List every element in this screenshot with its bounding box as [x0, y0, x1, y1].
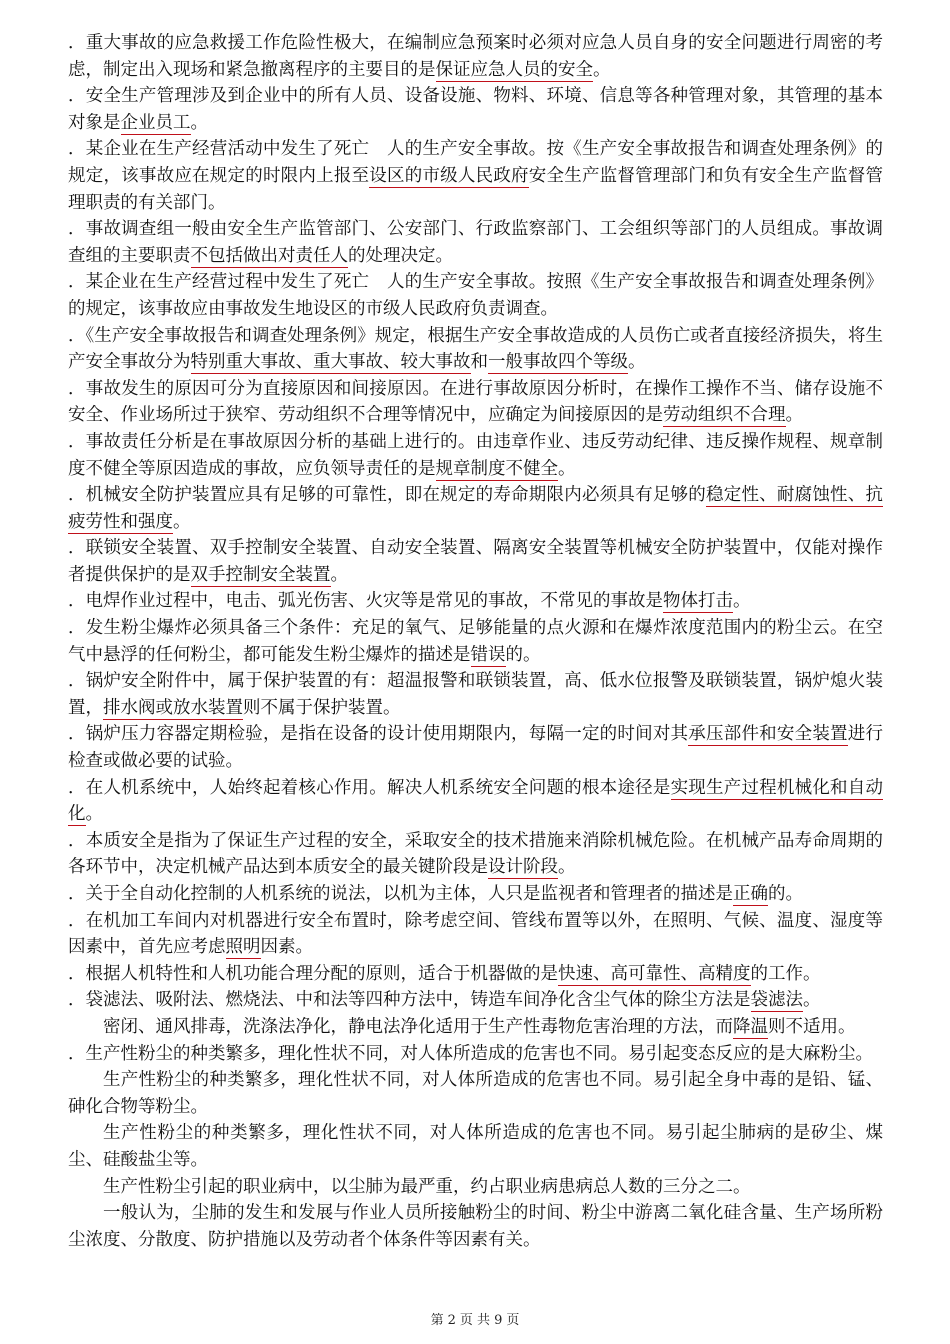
- question-paragraph: [68, 987, 883, 1014]
- underlined-answer: 稳定性、耐腐蚀性、抗疲劳性和强度: [68, 485, 883, 532]
- question-paragraph: [68, 535, 883, 588]
- question-paragraph: [68, 1041, 883, 1068]
- paragraph-text: 。: [190, 112, 208, 133]
- paragraph-text: 生产性粉尘引起的职业病中，以尘肺为最严重，约占职业病患病总人数的三分之二。: [103, 1176, 751, 1197]
- paragraph-text: 因素。: [260, 937, 313, 958]
- document-body: [68, 30, 883, 1300]
- paragraph-text: ．重大事故的应急救援工作危险性极大，在编制应急预案时必须对应急人员自身的安全问题进行周密的考虑，制定出入现场和紧急撤离程序的主要目的是: [68, 33, 883, 80]
- underlined-answer: 物体打击: [663, 591, 733, 612]
- paragraph-text: ．事故发生的原因可分为直接原因和间接原因。在进行事故原因分析时，在操作工操作不当、储存设施不安全、作业场所过于狭窄、劳动组织不合理等情况中，应确定为间接原因的是: [68, 378, 883, 426]
- question-paragraph: [68, 588, 883, 615]
- question-paragraph: [68, 269, 883, 322]
- question-paragraph: [68, 721, 883, 774]
- paragraph-text: 。: [173, 511, 191, 532]
- question-paragraph: [68, 136, 883, 216]
- question-paragraph: [68, 828, 883, 881]
- underlined-answer: 错误: [470, 644, 506, 665]
- paragraph-text: 一般认为，尘肺的发生和发展与作业人员所接触粉尘的时间、粉尘中游离二氧化硅含量、生产场所粉尘浓度、分散度、防护措施以及劳动者个体条件等因素有关。: [68, 1203, 883, 1250]
- paragraph-text: ．在人机系统中，人始终起着核心作用。解决人机系统安全问题的根本途径是: [68, 777, 671, 798]
- paragraph-text: 生产性粉尘的种类繁多，理化性状不同，对人体所造成的危害也不同。易引起全身中毒的是铅、锰、砷化合物等粉尘。: [68, 1070, 883, 1117]
- footer-prefix: 第: [430, 1313, 444, 1328]
- underlined-answer: 企业员工: [120, 112, 191, 133]
- underlined-answer: 排水阀或放水装置: [103, 697, 243, 718]
- question-paragraph: [68, 216, 883, 269]
- paragraph-text: 的工作。: [750, 963, 821, 984]
- underlined-answer: 一般事故四个等级: [488, 352, 628, 373]
- paragraph-text: ．电焊作业过程中，电击、弧光伤害、火灾等是常见的事故，不常见的事故是: [68, 591, 663, 612]
- paragraph-text: ．安全生产管理涉及到企业中的所有人员、设备设施、物料、环境、信息等各种管理对象，其管理的基本对象是: [68, 86, 883, 133]
- underlined-answer: 设区的市级人民政府: [369, 165, 529, 186]
- underlined-answer: 双手控制安全装置: [190, 564, 331, 585]
- paragraph-text: ．《生产安全事故报告和调查处理条例》规定，根据生产安全事故造成的人员伤亡或者直接经济损失，将生产安全事故分为: [68, 325, 883, 373]
- underlined-answer: 劳动组织不合理: [663, 405, 786, 426]
- paragraph-text: ．生产性粉尘的种类繁多，理化性状不同，对人体所造成的危害也不同。易引起变态反应的是大麻粉尘。: [68, 1043, 873, 1064]
- underlined-answer: 承压部件和安全装置: [688, 724, 848, 745]
- paragraph-text: ．根据人机特性和人机功能合理分配的原则，适合于机器做的是: [68, 963, 558, 984]
- paragraph-text: 的处理决定。: [348, 245, 453, 266]
- paragraph-text: 。: [85, 804, 103, 825]
- paragraph-text: ．袋滤法、吸附法、燃烧法、中和法等四种方法中，铸造车间净化含尘气体的除尘方法是: [68, 990, 751, 1011]
- paragraph-text: ．机械安全防护装置应具有足够的可靠性，即在规定的寿命期限内必须具有足够的: [68, 485, 706, 506]
- paragraph-text: 。: [628, 352, 646, 373]
- paragraph-text: ．本质安全是指为了保证生产过程的安全，采取安全的技术措施来消除机械危险。在机械产品寿命周期的各环节中，决定机械产品达到本质安全的最关键阶段是: [68, 830, 883, 878]
- question-paragraph: [68, 1014, 883, 1041]
- underlined-answer: 照明: [225, 937, 261, 958]
- question-paragraph: [68, 775, 883, 828]
- paragraph-text: 则不属于保护装置。: [243, 697, 401, 718]
- question-paragraph: [68, 961, 883, 988]
- paragraph-text: ．事故调查组一般由安全生产监管部门、公安部门、行政监察部门、工会组织等部门的人员组成。事故调查组的主要职责: [68, 219, 883, 266]
- question-paragraph: [68, 429, 883, 482]
- question-paragraph: [68, 1200, 883, 1253]
- question-paragraph: [68, 908, 883, 961]
- question-paragraph: [68, 1120, 883, 1173]
- footer-page-number: 2: [447, 1313, 456, 1328]
- underlined-answer: 保证应急人员的安全: [435, 59, 593, 80]
- footer-total-pages: 9: [494, 1313, 503, 1328]
- underlined-answer: 规章制度不健全: [435, 458, 558, 479]
- question-paragraph: [68, 1067, 883, 1120]
- paragraph-text: ．关于全自动化控制的人机系统的说法，以机为主体，人只是监视者和管理者的描述是: [68, 884, 733, 904]
- question-paragraph: [68, 83, 883, 136]
- paragraph-text: ．锅炉安全附件中，属于保护装置的有：超温报警和联锁装置，高、低水位报警及联锁装置，锅炉熄火装置，: [68, 671, 883, 718]
- underlined-answer: 正确: [733, 884, 768, 904]
- paragraph-text: 。: [803, 990, 821, 1011]
- question-paragraph: [68, 482, 883, 535]
- paragraph-text: ．锅炉压力容器定期检验，是指在设备的设计使用期限内，每隔一定的时间对其: [68, 724, 689, 745]
- underlined-answer: 不包括做出对责任人: [190, 245, 348, 266]
- paragraph-text: 生产性粉尘的种类繁多，理化性状不同，对人体所造成的危害也不同。易引起尘肺病的是矽尘、煤尘、硅酸盐尘等。: [68, 1123, 883, 1170]
- paragraph-text: ．在机加工车间内对机器进行安全布置时，除考虑空间、管线布置等以外，在照明、气候、温度、湿度等因素中，首先应考虑: [68, 910, 883, 958]
- underlined-answer: 实现生产过程机械化和自动化: [68, 777, 884, 825]
- paragraph-text: 。: [558, 857, 576, 878]
- paragraph-text: ．事故责任分析是在事故原因分析的基础上进行的。由违章作业、违反劳动纪律、违反操作规程、规章制度不健全等原因造成的事故，应负领导责任的是: [68, 431, 883, 479]
- paragraph-text: ．某企业在生产经营过程中发生了死亡 人的生产安全事故。按照《生产安全事故报告和调查处理条例》的规定，该事故应由事故发生地设区的市级人民政府负责调查。: [68, 272, 883, 319]
- paragraph-text: ．某企业在生产经营活动中发生了死亡 人的生产安全事故。按《生产安全事故报告和调查处理条例》的规定，该事故应在规定的时限内上报至: [68, 139, 883, 186]
- question-paragraph: [68, 881, 883, 908]
- question-paragraph: [68, 376, 883, 429]
- question-paragraph: [68, 30, 883, 83]
- underlined-answer: 降温: [733, 1016, 768, 1037]
- page-footer: [0, 1313, 950, 1329]
- question-paragraph: [68, 323, 883, 376]
- question-paragraph: [68, 668, 883, 721]
- paragraph-text: 的。: [505, 644, 541, 665]
- underlined-answer: 快速、高可靠性、高精度: [558, 963, 751, 984]
- question-paragraph: [68, 1174, 883, 1201]
- underlined-answer: 特别重大事故、重大事故、较大事故: [190, 352, 471, 373]
- paragraph-text: 。: [733, 591, 751, 612]
- underlined-answer: 设计阶段: [488, 857, 558, 878]
- underlined-answer: 袋滤法: [750, 990, 803, 1011]
- footer-middle: 页 共: [459, 1313, 491, 1328]
- paragraph-text: 。: [593, 59, 611, 80]
- paragraph-text: 安全生产监督管理部门和负有安全生产监督管理职责的有关部门。: [68, 165, 884, 213]
- question-paragraph: [68, 615, 883, 668]
- paragraph-text: 。: [785, 405, 803, 426]
- paragraph-text: 。: [558, 458, 576, 479]
- footer-suffix: 页: [506, 1313, 520, 1328]
- paragraph-text: 和: [470, 352, 488, 373]
- paragraph-text: 。: [330, 564, 348, 585]
- paragraph-text: 密闭、通风排毒，洗涤法净化，静电法净化适用于生产性毒物危害治理的方法，而: [103, 1016, 733, 1037]
- paragraph-text: 的。: [768, 884, 803, 904]
- paragraph-text: 则不适用。: [768, 1016, 856, 1037]
- paragraph-text: ．联锁安全装置、双手控制安全装置、自动安全装置、隔离安全装置等机械安全防护装置中，仅能对操作者提供保护的是: [68, 538, 883, 585]
- paragraph-text: 进行检查或做必要的试验。: [68, 724, 884, 772]
- paragraph-text: ．发生粉尘爆炸必须具备三个条件：充足的氧气、足够能量的点火源和在爆炸浓度范围内的粉尘云。在空气中悬浮的任何粉尘，都可能发生粉尘爆炸的描述是: [68, 618, 883, 665]
